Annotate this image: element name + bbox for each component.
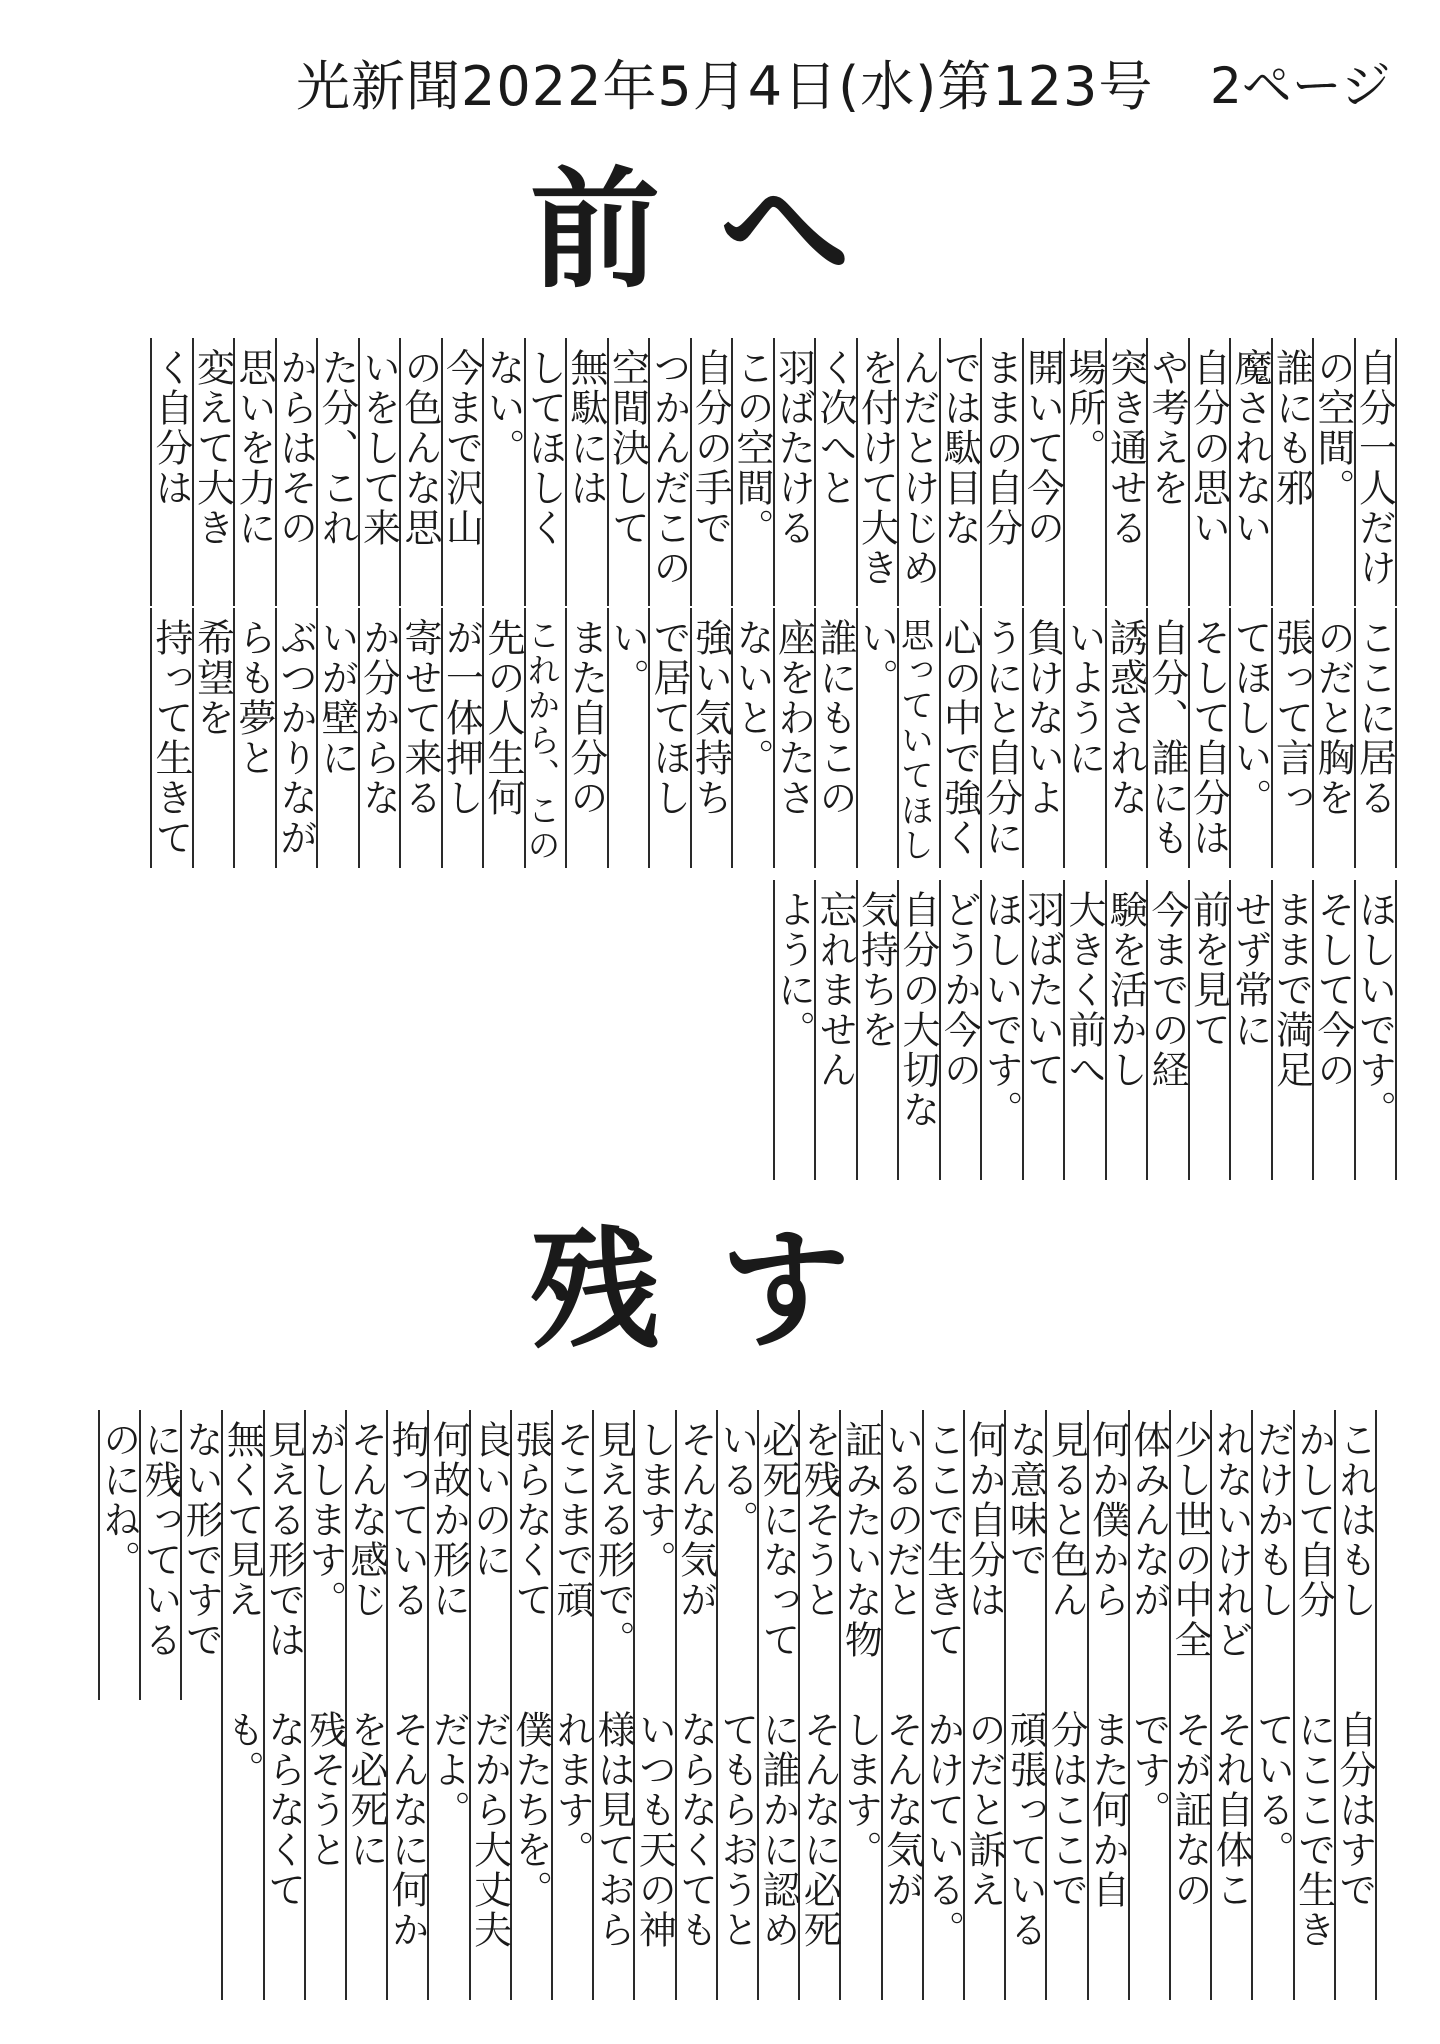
text-column: そして今の: [1311, 890, 1355, 1090]
text-column: 思いを力に: [232, 348, 276, 548]
text-column: では駄目な: [937, 348, 982, 548]
text-column: します。: [632, 1420, 677, 1580]
text-column: 自分の思い: [1186, 348, 1231, 548]
text-column: かけている。: [920, 1710, 965, 1950]
text-column: 開いて今の: [1020, 348, 1065, 548]
text-column: そんな気が: [879, 1710, 924, 1910]
text-column: れます。: [550, 1710, 594, 1870]
text-column: か分からな: [356, 618, 401, 818]
text-column: がします。: [302, 1420, 347, 1620]
text-column: 誰にもこの: [813, 618, 857, 818]
text-column: いように: [1062, 618, 1106, 778]
text-column: 何か僕から: [1085, 1420, 1130, 1620]
text-column: い。: [605, 618, 650, 698]
text-column: うにと自分に: [979, 618, 1023, 858]
text-column: 良いのに: [467, 1420, 512, 1580]
column-rule: [939, 608, 941, 868]
text-column: ままで満足: [1269, 890, 1314, 1090]
text-column: れないけれど: [1209, 1420, 1254, 1660]
text-column: 強い気持ち: [688, 618, 733, 818]
text-column: 何故か形に: [426, 1420, 471, 1620]
text-column: 自分の大切な: [896, 890, 940, 1130]
text-column: どうか今の: [937, 890, 982, 1090]
text-column: い。: [854, 618, 899, 698]
text-column: 拘っている: [385, 1420, 430, 1620]
text-column: 何か自分は: [962, 1420, 1006, 1620]
column-rule: [150, 608, 152, 868]
text-column: 大きく前へ: [1062, 890, 1106, 1090]
text-column: んだとけじめ: [896, 348, 940, 588]
text-column: 誘惑されな: [1103, 618, 1148, 818]
text-column: 誰にも邪: [1269, 348, 1314, 508]
column-rule: [221, 1700, 223, 2000]
text-column: 少し世の中全: [1168, 1420, 1212, 1660]
text-column: 忘れません: [813, 890, 857, 1090]
text-column: の色んな思: [398, 348, 442, 548]
text-column: てほしい。: [1228, 618, 1272, 818]
text-column: 思っていてほし: [896, 618, 935, 863]
text-column: に残っている: [138, 1420, 182, 1660]
page-header: [0, 44, 1440, 118]
text-column: これから、この: [522, 618, 562, 863]
text-column: ほしいです。: [1352, 890, 1397, 1130]
text-column: てもらおうと: [714, 1710, 759, 1950]
text-column: た分、これ: [315, 348, 359, 548]
text-column: のだと訴え: [962, 1710, 1006, 1910]
text-column: 見える形で。: [591, 1420, 636, 1660]
text-column: です。: [1126, 1710, 1171, 1830]
text-column: 無駄には: [564, 348, 608, 508]
text-column: そんな気が: [673, 1420, 718, 1620]
column-rule: [150, 338, 152, 606]
column-rule: [565, 608, 567, 868]
text-column: 張って言っ: [1269, 618, 1314, 818]
text-column: 持って生きて: [149, 618, 193, 858]
text-column: します。: [838, 1710, 883, 1870]
text-column: 先の人生何: [481, 618, 525, 818]
text-column: 今までの経: [1145, 890, 1189, 1090]
text-column: 験を活かし: [1103, 890, 1148, 1090]
text-column: ここに居る: [1352, 618, 1397, 818]
text-column: からはその: [273, 348, 318, 548]
text-column: 張らなくて: [508, 1420, 553, 1620]
text-column: 心の中で強く: [937, 618, 982, 858]
text-column: せず常に: [1228, 890, 1272, 1050]
text-column: かして自分: [1291, 1420, 1336, 1620]
text-column: ならなくても: [673, 1710, 718, 1950]
text-column: ままの自分: [979, 348, 1023, 548]
text-column: また何か自: [1085, 1710, 1130, 1910]
text-column: そんなに必死: [797, 1710, 842, 1950]
text-column: 証みたいな物: [838, 1420, 883, 1660]
text-column: 残そうと: [302, 1710, 347, 1870]
text-column: 無くて見え: [220, 1420, 265, 1620]
text-column: が一体押し: [439, 618, 484, 818]
text-column: の空間。: [1311, 348, 1355, 508]
text-column: 羽ばたいて: [1020, 890, 1065, 1090]
text-column: いるのだと: [879, 1420, 924, 1620]
text-column: 気持ちを: [854, 890, 899, 1050]
text-column: この空間。: [730, 348, 774, 548]
text-column: そして自分は: [1186, 618, 1231, 858]
text-column: ない形ですで: [179, 1420, 224, 1660]
text-column: ないと。: [730, 618, 774, 778]
text-column: ぶつかりなが: [273, 618, 318, 858]
text-column: だよ。: [426, 1710, 471, 1830]
text-column: ならなくて: [261, 1710, 306, 1910]
text-column: ない。: [481, 348, 525, 468]
text-column: だけかもし: [1250, 1420, 1295, 1620]
text-column: 希望を: [190, 618, 235, 738]
text-column: 見える形では: [261, 1420, 306, 1660]
article-title-forward: 前へ: [530, 154, 911, 306]
text-column: ほしいです。: [979, 890, 1023, 1130]
text-column: そんなに何か: [385, 1710, 430, 1950]
text-column: いが壁に: [315, 618, 359, 778]
text-column: 見ると色ん: [1044, 1420, 1089, 1620]
text-column: く次へと: [813, 348, 857, 508]
newspaper-masthead: 光新聞2022年5月4日(水)第123号: [296, 55, 1154, 118]
column-rule: [98, 1410, 100, 1700]
text-column: 負けないよ: [1020, 618, 1065, 818]
text-column: また自分の: [564, 618, 608, 818]
text-column: を必死に: [344, 1710, 388, 1870]
text-column: く自分は: [149, 348, 193, 508]
text-column: 自分の手で: [688, 348, 733, 548]
text-column: を付けて大き: [854, 348, 899, 588]
text-column: 魔されない: [1228, 348, 1272, 548]
text-column: を残そうと: [797, 1420, 842, 1620]
text-column: のだと胸を: [1311, 618, 1355, 818]
text-column: 寄せて来る: [398, 618, 442, 818]
text-column: 変えて大き: [190, 348, 235, 548]
text-column: や考えを: [1145, 348, 1189, 508]
text-column: いをして来: [356, 348, 401, 548]
text-column: 頑張っている: [1003, 1710, 1048, 1950]
text-column: で居てほし: [647, 618, 691, 818]
text-column: いつも天の神: [632, 1710, 677, 1950]
text-column: のにね。: [96, 1420, 141, 1580]
text-column: ている。: [1250, 1710, 1295, 1870]
text-column: 座をわたさ: [771, 618, 816, 818]
text-column: 自分一人だけ: [1352, 348, 1397, 588]
text-column: 今まで沢山: [439, 348, 484, 548]
text-column: 分はここで: [1044, 1710, 1089, 1910]
text-column: 僕たちを。: [508, 1710, 553, 1910]
text-column: 場所。: [1062, 348, 1106, 468]
text-column: 空間決して: [605, 348, 650, 548]
text-column: 様は見ておら: [591, 1710, 636, 1950]
article-title-leave: 残す: [530, 1214, 911, 1366]
text-column: 体みんなが: [1126, 1420, 1171, 1620]
text-column: そが証なの: [1168, 1710, 1212, 1910]
text-column: 羽ばたける: [771, 348, 816, 548]
text-column: つかんだこの: [647, 348, 691, 588]
text-column: 自分、誰にも: [1145, 618, 1189, 858]
text-column: も。: [220, 1710, 265, 1790]
text-column: 突き通せる: [1103, 348, 1148, 548]
text-column: いる。: [714, 1420, 759, 1540]
text-column: にここで生き: [1291, 1710, 1336, 1950]
text-column: らも夢と: [232, 618, 276, 778]
text-column: そんな感じ: [344, 1420, 388, 1620]
page-number: 2ページ: [1210, 57, 1391, 115]
text-column: に誰かに認め: [756, 1710, 800, 1950]
text-column: な意味で: [1003, 1420, 1048, 1580]
text-column: 自分はすで: [1332, 1710, 1377, 1910]
text-column: 必死になって: [756, 1420, 800, 1660]
text-column: これはもし: [1332, 1420, 1377, 1620]
text-column: だから大丈夫: [467, 1710, 512, 1950]
text-column: してほしく: [522, 348, 567, 548]
text-column: ように。: [771, 890, 816, 1050]
text-column: 前を見て: [1186, 890, 1231, 1050]
column-rule: [773, 880, 775, 1180]
text-column: そこまで頑: [550, 1420, 594, 1620]
text-column: それ自体こ: [1209, 1710, 1254, 1910]
text-column: ここで生きて: [920, 1420, 965, 1660]
